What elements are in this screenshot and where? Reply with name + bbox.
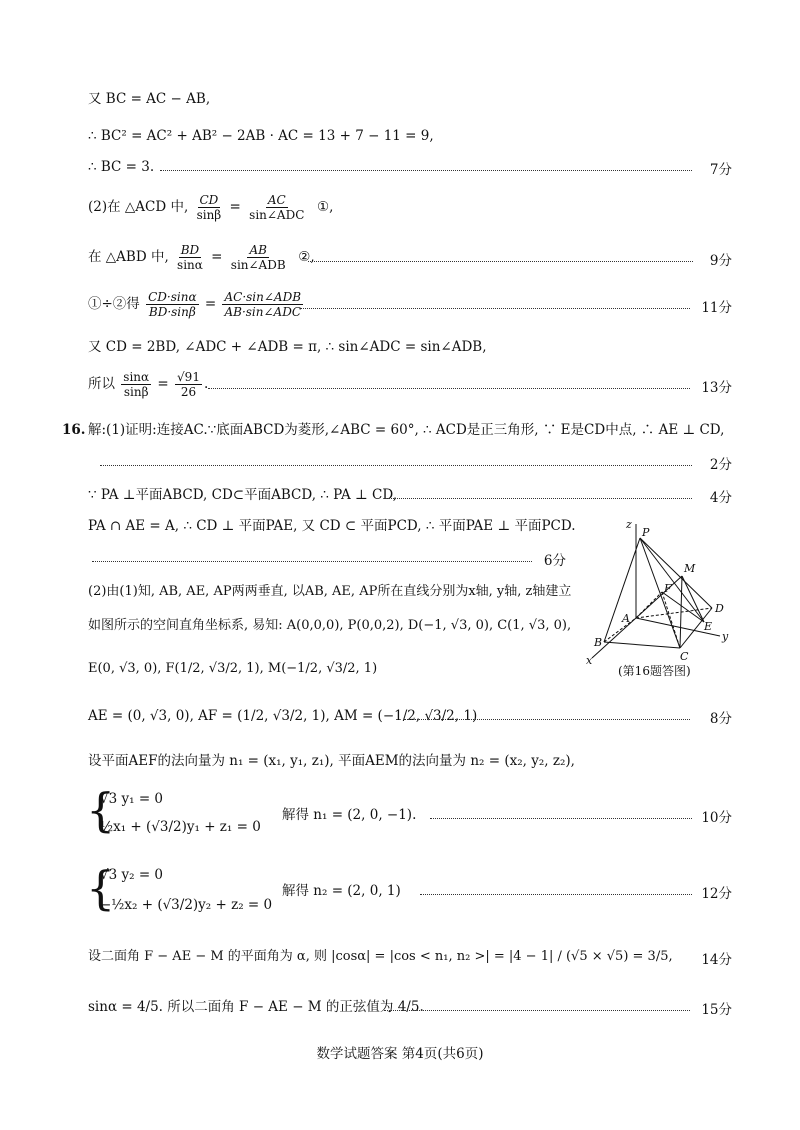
line-bc-squared: ∴ BC² = AC² + AB² − 2AB · AC = 13 + 7 − 11 = 9, xyxy=(88,128,434,144)
score-8: 8分 xyxy=(709,711,732,727)
line-coordinates-1: 如图所示的空间直角坐标系, 易知: A(0,0,0), P(0,0,2), D(−1, √3, 0), C(1, √3, 0), xyxy=(88,618,572,633)
system1-eq2: ½x₁ + (√3/2)y₁ + z₁ = 0 xyxy=(100,819,261,835)
question-16-number: 16. xyxy=(62,422,86,438)
dot-leader xyxy=(384,498,692,499)
label-z: z xyxy=(626,518,632,531)
line-triangle-acd: (2)在 △ACD 中, $\frac{CD}{\sin\beta}$ = $\frac{AC}{\text{sin∠ADC}}$ ①, xyxy=(88,193,334,222)
system1-solution: 解得 n₁ = (2, 0, −1). xyxy=(282,807,417,823)
line-vectors: AE = (0, √3, 0), AF = (1/2, √3/2, 1), AM = (−1/2, √3/2, 1) xyxy=(88,708,478,724)
line-me xyxy=(682,576,704,622)
edge-pc xyxy=(640,538,680,648)
frac-den: sinα xyxy=(177,258,203,272)
frac-num: CD xyxy=(199,193,219,207)
dot-leader xyxy=(430,818,692,819)
page-footer: 数学试题答案 第4页(共6页) xyxy=(316,1046,484,1062)
label-c: C xyxy=(680,650,689,663)
system2-solution: 解得 n₂ = (2, 0, 1) xyxy=(282,883,401,899)
line-sin-alpha: sinα = 4/5. 所以二面角 F − AE − M 的正弦值为 4/5. xyxy=(88,999,424,1015)
edge-bc xyxy=(604,642,680,648)
score-10: 10分 xyxy=(701,810,732,826)
line-coordinate-setup: (2)由(1)知, AB, AE, AP两两垂直, 以AB, AE, AP所在直线分别为x轴, y轴, z轴建立 xyxy=(88,584,572,599)
line-cos-alpha: 设二面角 F − AE − M 的平面角为 α, 则 |cosα| = |cos < n₁, n₂ >| = |4 − 1| / (√5 × √5) = 3/5, xyxy=(88,949,673,964)
line-fe xyxy=(662,592,704,622)
frac-den: BD·sinβ xyxy=(148,305,196,319)
text-pre: ①÷②得 xyxy=(88,296,140,312)
system2-eq1: √3 y₂ = 0 xyxy=(100,867,164,883)
dot-leader xyxy=(300,308,690,309)
score-9: 9分 xyxy=(709,253,732,269)
score-11: 11分 xyxy=(701,300,732,316)
frac-den: sin∠ADC xyxy=(249,208,305,222)
line-coordinates-2: E(0, √3, 0), F(1/2, √3/2, 1), M(−1/2, √3/2, 1) xyxy=(88,661,378,676)
text-post: ②, xyxy=(298,249,315,265)
edge-ad xyxy=(636,608,712,618)
dot-leader xyxy=(404,719,690,720)
frac-num: CD·sinα xyxy=(148,290,197,304)
brace-system-2: { xyxy=(86,861,116,915)
edge-pe xyxy=(640,538,704,622)
system2-eq2: −½x₂ + (√3/2)y₂ + z₂ = 0 xyxy=(100,897,273,913)
score-12: 12分 xyxy=(701,886,732,902)
score-6: 6分 xyxy=(543,553,566,569)
dot-leader xyxy=(160,170,692,171)
score-2: 2分 xyxy=(709,457,732,473)
text-pre: 所以 xyxy=(88,376,115,392)
score-4: 4分 xyxy=(709,490,732,506)
system1-eq1: √3 y₁ = 0 xyxy=(100,791,164,807)
label-d: D xyxy=(715,602,724,615)
line-divide: ①÷②得 $\frac{CD\cdot\sin\alpha}{BD\cdot\sin\beta}$ = $\frac{\text{AC·sin∠ADB}}{\text{AB·sin∠ADC}}$ xyxy=(88,290,302,319)
dot-leader xyxy=(420,894,692,895)
line-triangle-abd: 在 △ABD 中, $\frac{BD}{\sin\alpha}$ = $\frac{AB}{\text{sin∠ADB}}$ ②, xyxy=(88,243,315,272)
question-16-part1: 解:(1)证明:连接AC.∵底面ABCD为菱形,∠ABC = 60°, ∴ ACD是正三角形, ∵ E是CD中点, ∴ AE ⊥ CD, xyxy=(88,422,725,438)
dot-leader xyxy=(92,561,532,562)
score-13: 13分 xyxy=(701,380,732,396)
edge-ab xyxy=(604,618,636,642)
text-post: ①, xyxy=(317,199,334,215)
label-p: P xyxy=(642,526,650,539)
dot-leader xyxy=(100,465,692,466)
label-e: E xyxy=(704,620,713,633)
score-7: 7分 xyxy=(709,162,732,178)
frac-num: AB xyxy=(249,243,267,257)
line-bc-result: ∴ BC = 3. xyxy=(88,159,155,175)
line-af xyxy=(636,592,662,618)
line-plane-perp: PA ∩ AE = A, ∴ CD ⊥ 平面PAE, 又 CD ⊂ 平面PCD, ∴ 平面PAE ⊥ 平面PCD. xyxy=(88,518,576,534)
edge-pd xyxy=(640,538,712,608)
text-pre: (2)在 △ACD 中, xyxy=(88,199,189,215)
frac-num: AC·sin∠ADB xyxy=(224,290,302,304)
frac-den: 26 xyxy=(180,385,197,399)
dot-leader xyxy=(208,388,690,389)
edge-pb xyxy=(604,538,640,642)
pyramid-figure xyxy=(580,518,740,678)
label-b: B xyxy=(594,636,603,649)
line-ratio-result: 所以 $\frac{\sin\alpha}{\sin\beta}$ = $\frac{√91}{26}$ . xyxy=(88,370,209,399)
frac-num: BD xyxy=(180,243,200,257)
brace-system-1: { xyxy=(86,783,116,837)
label-a: A xyxy=(622,612,630,625)
frac-num: AC xyxy=(267,193,286,207)
line-am xyxy=(636,576,682,618)
line-vector-bc: 又 BC = AC − AB, xyxy=(88,91,211,107)
score-15: 15分 xyxy=(701,1002,732,1018)
label-y: y xyxy=(722,630,729,643)
line-normal-vectors: 设平面AEF的法向量为 n₁ = (x₁, y₁, z₁), 平面AEM的法向量为 n₂ = (x₂, y₂, z₂), xyxy=(88,753,575,769)
frac-den: AB·sin∠ADC xyxy=(224,305,302,319)
frac-den: sinβ xyxy=(123,385,149,399)
label-m: M xyxy=(684,562,696,575)
score-14: 14分 xyxy=(701,952,732,968)
dot-leader xyxy=(308,261,693,262)
frac-num: sinα xyxy=(123,370,150,384)
frac-den: sin∠ADB xyxy=(230,258,286,272)
line-pa-perp: ∵ PA ⊥平面ABCD, CD⊂平面ABCD, ∴ PA ⊥ CD, xyxy=(88,487,397,503)
text-pre: 在 △ABD 中, xyxy=(88,249,169,265)
dot-leader xyxy=(384,1010,690,1011)
line-cd-2bd: 又 CD = 2BD, ∠ADC + ∠ADB = π, ∴ sin∠ADC = sin∠ADB, xyxy=(88,339,487,355)
figure-caption: (第16题答图) xyxy=(618,664,691,678)
label-f: F xyxy=(664,582,672,595)
label-x: x xyxy=(586,654,593,667)
frac-den: sinβ xyxy=(196,208,222,222)
frac-num: √91 xyxy=(177,370,200,384)
